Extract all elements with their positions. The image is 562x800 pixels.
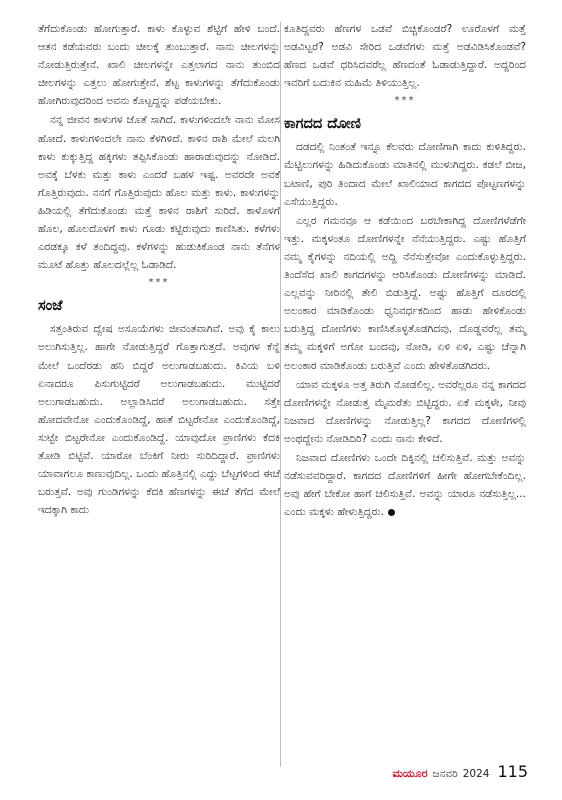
magazine-name: ಮಯೂರ <box>392 767 428 780</box>
section-heading: ಸಂಜೆ <box>38 298 63 315</box>
body-paragraph: ತೆಗೆದುಕೊಂಡು ಹೋಗುತ್ತಾರೆ. ಕಾಳು ಕೊಳ್ಳುವ ಶೆಟ್ಟಿಗೆ ಹೇಳಿ ಬಂದೆ. ಆತನ ಕಡೆಯವರು ಬಂದು ಚೀಲಕ್ಕೆ ತುಂಬುತ್ತಾರೆ. ನಾನು ಚೀಲಗಳನ್ನು ನೋಡುತ್ತಿರುತ್ತೇನೆ. ಖಾಲಿ ಚೀಲಗಳನ್ನೇ ಎತ್ತಲಾಗದ ನಾನು ತುಂಬಿದ ಚೀಲಗಳನ್ನು ಎತ್ತಲು ಹೋಗುತ್ತೇನೆ. ಶೆಟ್ಟ ಕಾಳುಗಳನ್ನು ತೆಗೆದುಕೊಂಡು ಹೋಗಿರುವುದರಿಂದ ಅವನು ಕೊಟ್ಟದ್ದನ್ನು ಪಡೆಯಬೇಕು. <box>38 23 280 108</box>
body-paragraph: ಎಲ್ಲರ ಗಮನವೂ ಆ ಕಡೆಯಿಂದ ಬರಬೇಕಾಗಿದ್ದ ದೋಣಿಗಳೆಡೆಗೇ ಇತ್ತು. ಮಕ್ಕಳಂತೂ ದೋಣಿಗಳನ್ನೇ ನೆನೆಯುತ್ತಿದ್ದರು. ಎಷ್ಟು ಹೊತ್ತಿಗೆ ನಮ್ಮ ಕೈಗಳನ್ನು ನದಿಯಲ್ಲಿ ಅದ್ದಿ ನೆನೆಸುತ್ತೇವೋ ಎಂದುಕೊಳ್ಳುತ್ತಿದ್ದರು. ತಿಂದೆಸೆದ ಖಾಲಿ ಕಾಗದಗಳನ್ನು ಆರಿಸಿಕೊಂಡು ದೋಣಿಗಳನ್ನು ಮಾಡಿದೆ. ಎಲ್ಲವನ್ನು ನೀರಿನಲ್ಲಿ ತೇಲಿ ಬಿಡುತ್ತಿದ್ದೆ. ಅಷ್ಟು ಹೊತ್ತಿಗೆ ದೂರದಲ್ಲಿ ಅಲಂಕಾರ ಮಾಡಿಕೊಂಡು ಧ್ವನಿವರ್ಧಕದಿಂದ ಹಾಡು ಹೇಳಿಕೊಂಡು ಬರುತ್ತಿದ್ದ ದೋಣಿಗಳು ಕಾಣಿಸಿಕೊಳ್ಳತೊಡಗಿದವು. ದೊಡ್ಡವರೆಲ್ಲ ತಮ್ಮ ತಮ್ಮ ಮಕ್ಕಳಿಗೆ ಅಗೋ ಬಂದವು, ನೋಡಿ, ಏಳಿ ಏಳಿ, ಎಷ್ಟು ಚೆನ್ನಾಗಿ ಅಲಂಕಾರ ಮಾಡಿಕೊಂಡು ಬರುತ್ತಿವೆ ಎಂದು ಹೇಳತೊಡಗಿದರು. <box>284 214 526 372</box>
page-number: 115 <box>497 762 528 781</box>
page-footer <box>392 762 528 784</box>
right-column <box>284 20 526 521</box>
body-paragraph: ಕೂತಿದ್ದವರು ಹೆಣಗಳ ಒಡವೆ ಬಿಚ್ಚಿಕೊಂಡರೆ? ಊರೊಳಗೆ ಮತ್ತೆ ಅಡವಿಟ್ಟರೆ? ಅಡವಿ ಸೇರಿದ ಒಡವೆಗಳು ಮತ್ತೆ ಅಡವಿಡಿಸಿಕೊಂಡವೆ? ಹೆಣದ ಒಡವೆ ಧರಿಸಿದವರೆಲ್ಲ ಹೆಣದಂತೆ ಓಡಾಡುತ್ತಿದ್ದಾರೆ. ಅದ್ದರಿಂದ ಇವರಿಗೆ ಬದುಕಿನ ಮಹಿಮೆ ತಿಳಿಯುತ್ತಿಲ್ಲ. <box>284 23 526 90</box>
section-separator: *** <box>394 95 416 107</box>
body-paragraph: ದಡದಲ್ಲಿ ನಿಂತಂತೆ ಇನ್ನೂ ಕೆಲವರು ದೋಣಿಗಾಗಿ ಕಾದು ಕುಳಿತಿದ್ದರು. ಮೆಟ್ಟಿಲುಗಳನ್ನು ಹಿಡಿದುಕೊಂಡು ಮಾತಿನಲ್ಲಿ ಮುಳುಗಿದ್ದರು. ಕಡಲೆ ಬೀಜ, ಬಟಾಣಿ, ಪುರಿ ತಿಂದಾದ ಮೇಲೆ ಖಾಲಿಯಾದ ಕಾಗದದ ಪೊಟ್ಟಣಗಳನ್ನು ಎಸೆಯುತ್ತಿದ್ದರು. <box>284 141 526 208</box>
section-separator: *** <box>148 277 170 289</box>
body-paragraph-last <box>284 449 526 521</box>
body-paragraph: ನನ್ನ ಜೀವನ ಕಾಳುಗಳ ಜೊತೆ ಸಾಗಿದೆ. ಕಾಳುಗಳಿಂದಲೇ ನಾನು ಮೋಸ ಹೋದೆ. ಕಾಳುಗಳಿಂದಲೇ ನಾನು ಕೆಳಗಿಳಿದೆ. ಕಾಳಿನ ರಾಶಿ ಮೇಲೆ ಮಲಗಿ ಕಾಳು ಕುಕ್ಕುತ್ತಿದ್ದ ಹಕ್ಕಿಗಳು ತಪ್ಪಿಸಿಕೊಂಡು ಹಾರಾಡುವುದನ್ನು ನೋಡಿದೆ. ಅವಕ್ಕೆ ಬೆಳಕು ಮತ್ತು ಕಾಳು ಎಂದರೆ ಬಹಳ ಇಷ್ಟ. ಅವರದೇ ಅವಕೆ ಗೊತ್ತಿರುವುದು. ನನಗೆ ಗೊತ್ತಿರುವುದು ಹೊಲ ಮತ್ತು ಕಾಳು. ಕಾಳುಗಳನ್ನು ಹಿಡಿಯಲ್ಲಿ ತೆಗೆದುಕೊಂಡು ಮತ್ತೆ ಕಾಳಿನ ರಾಶಿಗೆ ಸುರಿದೆ. ಕಾಳೊಳಗೆ ಹೊಲ, ಹೊಲದೊಳಗೆ ಕಾಳು ಗೂಡು ಕಟ್ಟಿರುವುದು ಕಾಣಿಸಿತು. ಕಳೆಗಳು ಎರಡಕ್ಕೂ ಕಳೆ ತಂದಿದ್ದವು. ಕಳೆಗಳನ್ನು ಹುಡುಕಿಕೊಂಡ ನಾನು ತೆನೆಗಳ ಮೂಟೆ ಹೊತ್ತು ಹೊಲದಲ್ಲೆಲ್ಲ ಓಡಾಡಿದೆ. <box>38 114 280 272</box>
section-heading: ಕಾಗದದ ದೋಣಿ <box>284 116 361 133</box>
issue-year: 2024 <box>462 768 490 780</box>
end-of-article-mark <box>388 509 395 516</box>
body-paragraph: ಸತ್ತಂತಿರುವ ದ್ವೇಷ ಅಸೂಯೆಗಳು ಜೀವಂತವಾಗಿವೆ. ಅವು ಕೈ ಕಾಲು ಅಲುಗಿಸುತ್ತಿಲ್ಲ. ಹಾಗೇ ನೋಡುತ್ತಿದ್ದರೆ ಗೊತ್ತಾಗುತ್ತದೆ. ಅವುಗಳ ಕೆನ್ನೆ ಮೇಲೆ ಒಂದೆರಡು ಹನಿ ಬಿದ್ದರೆ ಅಲುಗಾಡಬಹುದು. ಕಿವಿಯ ಬಳಿ ಏನಾದರೂ ಪಿಸುಗುಟ್ಟಿದರೆ ಅಲುಗಾಡಬಹುದು. ಮುಟ್ಟಿದರೆ ಅಲುಗಾಡಬಹುದು. ಅಲ್ಲಾಡಿಸಿದರೆ ಅಲುಗಾಡಬಹುದು. ಸತ್ತೇ ಹೋದವೇನೋ ಎಂದುಕೊಂಡಿದ್ದೆ, ಹಾತೆ ಬಿಟ್ಟರೇನೋ ಎಂದುಕೊಂಡಿದ್ದೆ, ಸುಟ್ಟೇ ಬಿಟ್ಟರೇನೋ ಎಂದುಕೊಂಡಿದ್ದೆ. ಯಾವುದೋ ಪ್ರಾಣಿಗಳು ಕೆದಕಿ ತೋಡಿ ಬಿಟ್ಟಿವೆ. ಯಾರೋ ಬೆಂಕಿಗೆ ನೀರು ಸುರಿದಿದ್ದಾರೆ. ಪ್ರಾಣಿಗಳು ಯಾವಾಗಲೂ ಕಾಣುವುದಿಲ್ಲ. ಒಂದು ಹೊತ್ತಿನಲ್ಲಿ ಎದ್ದು ಬೆಟ್ಟಗಳಿಂದ ಈಚೆ ಬರುತ್ತವೆ. ಅವು ಗುಂಡಿಗಳನ್ನು ಕೆದಕಿ ಹೆಣಗಳನ್ನು ಈಚೆ ತೆಗೆದ ಮೇಲೆ ಇದಕ್ಕಾಗಿ ಕಾದು <box>38 323 280 517</box>
issue-month: ಜನವರಿ <box>432 768 458 780</box>
left-column <box>38 20 280 519</box>
body-paragraph-text: ನಿಜವಾದ ದೋಣಿಗಳು ಒಂದೇ ದಿಕ್ಕಿನಲ್ಲಿ ಚಲಿಸುತ್ತಿವೆ. ಮತ್ತು ಅವನ್ನು ನಡೆಸುವವರಿದ್ದಾರೆ. ಕಾಗದದ ದೋಣಿಗಳಿಗೆ ಹೀಗೇ ಹೋಗಬೇಕೆಂದಿಲ್ಲ. ಅವು ಹೇಗೆ ಬೇಕೋ ಹಾಗೆ ಚಲಿಸುತ್ತಿವೆ. ಅವನ್ನು ಯಾರೂ ನಡೆಸುತ್ತಿಲ್ಲ... ಎಂದು ಮಕ್ಕಳು ಹೇಳುತ್ತಿದ್ದರು. <box>284 451 526 519</box>
column-divider <box>280 22 281 767</box>
body-paragraph: ಯಾವ ಮಕ್ಕಳೂ ಅತ್ತ ತಿರುಗಿ ನೋಡಲಿಲ್ಲ. ಅವರೆಲ್ಲರೂ ನನ್ನ ಕಾಗದದ ದೋಣಿಗಳನ್ನೇ ನೋಡುತ್ತ ಮೈಮರೆತು ಬಿಟ್ಟಿದ್ದರು. ಏಕೆ ಮಕ್ಕಳೇ, ನೀವು ನಿಜವಾದ ದೋಣಿಗಳನ್ನು ನೋಡುತ್ತಿಲ್ಲ? ಕಾಗದದ ದೋಣಿಗಳಲ್ಲಿ ಅಂಥದ್ದೇನು ನೋಡಿದಿರಿ? ಎಂದು ನಾನು ಕೇಳಿದೆ. <box>284 378 526 445</box>
